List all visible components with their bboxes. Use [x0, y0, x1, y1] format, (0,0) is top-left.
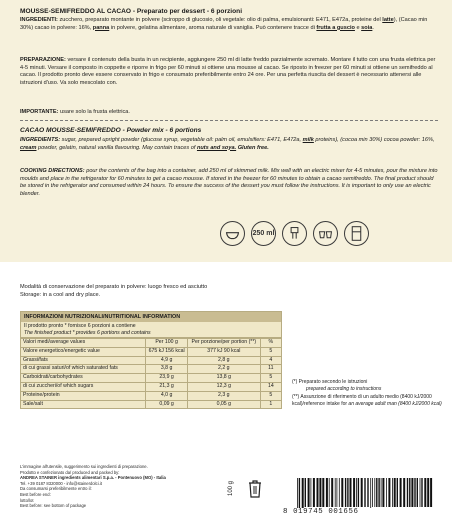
en-ing-text-a: sugar, prepared upright powder (glucose syrup, vegetable oil: palm oil, emulsifiers: E471, E472a, — [61, 137, 302, 143]
row-per100: 4,9 g — [146, 356, 188, 365]
en-title: CACAO MOUSSE-SEMIFREDDO - Powder mix - 6 portions — [20, 127, 202, 134]
note-1-en: prepared according to instructions — [306, 385, 382, 392]
footer-producer: ANDREA STAINER ingredients alimentari S.p.a. - Pontenuovo (MO) - Italia — [20, 475, 166, 481]
it-important — [20, 109, 440, 117]
row-portion: 12,3 g — [187, 382, 260, 391]
note-1-marker: (*) — [292, 379, 298, 385]
table-row — [21, 391, 281, 400]
en-ing-label: INGREDIENTS: — [20, 137, 61, 143]
table-row — [21, 400, 281, 408]
it-imp-text: usare solo la frusta elettrica. — [60, 109, 130, 115]
it-allergen-panna: panna — [92, 24, 110, 31]
it-allergen-soia: soia — [361, 24, 373, 31]
it-ingredients: INGREDIENTI: zucchero, preparato montante in polvere (sciroppo di glucosio, oli vegetale: olio di palma, emulsionanti: E471, E472a, proteine del latte), (Cacao min 30%) cacao in polvere: 16%, panna in polvere, gelatina alimentare, aroma naturale di vaniglia. Può contenere tracce di frutta a guscio e soia. — [20, 17, 428, 31]
footer-line: Best before: see bottom of package — [20, 503, 87, 509]
it-prep-text: versare il contenuto della busta in un recipiente, aggiungere 250 ml di latte freddo parzialmente scremato. Montare il tutto con una frusta elettrica per 4-5 minuti. Versare il composto in coppette e riporre in frigo per 60 minuti si ottiene una mousse al cacao. Se riposto in freezer per 60 minuti si ottiene un semifreddo al cacao. Il prodotto pronto deve essere conservato in frigo e consumato preferibilmente entro 24 ore. Per una perfetta riuscita del dessert è necessario attenersi alle istruzioni d'uso. Va solo mescolato con. — [20, 57, 436, 86]
row-label: Sale/salt — [21, 400, 146, 408]
row-ri: 5 — [260, 374, 281, 383]
row-ri: 4 — [260, 356, 281, 365]
bowl-icon — [220, 221, 245, 246]
en-dir-text: pour the contents of the bag into a container, add 250 ml of skimmed milk. Mix well with an electric mixer for 4-5 minutes, pour the mixture into moulds and place in the refrigerator for 60 minutes to get a cacao mousse. If stored in the freezer for 60 minutes to obtain a cacao semifreddo. The final product should be stored in the refrigerator and consumed within 24 hours. To ensure the success of the dessert you must follow the instructions. It is important to only use an electric blender. — [20, 168, 438, 197]
en-ingredients — [20, 137, 440, 152]
it-imp-label: IMPORTANTE: — [20, 109, 59, 115]
mixer-icon — [282, 221, 307, 246]
storage-en: Storage: in a cool and dry place. — [20, 292, 101, 298]
row-per100: 23,9 g — [146, 374, 188, 383]
en-allergen-cream: cream — [20, 144, 37, 151]
it-ing-label: INGREDIENTI: — [20, 17, 58, 23]
footer-contact: Tel. +39 0187 8320000 - info@stainerdolci.it — [20, 480, 102, 486]
250ml-milk-icon — [251, 221, 276, 246]
preparation-icons — [220, 221, 369, 246]
it-allergen-frutta: frutta a guscio — [316, 24, 355, 31]
table-row — [21, 382, 281, 391]
note-1 — [292, 379, 442, 392]
note-1-it: Preparato secondo le istruzioni — [298, 379, 368, 385]
col-ri: % — [260, 339, 281, 348]
en-allergen-nuts: nuts and soya. — [196, 144, 237, 151]
recycle-bin-icon — [247, 478, 263, 505]
it-ing-text-b: ), (Cacao min 30%) cacao in polvere: 16%, — [20, 17, 428, 31]
row-ri: 5 — [260, 347, 281, 356]
net-weight: 100 g — [228, 480, 234, 496]
row-label: Carboidrati/carbohydrates — [21, 374, 146, 383]
producer-footer — [20, 464, 170, 509]
footer-line: Prodotto e confezionato da/ produced and packed by: — [20, 469, 120, 475]
nutrition-subtitle — [21, 322, 281, 338]
note-2-marker: (**) — [292, 394, 300, 401]
row-per100: 3,8 g — [146, 365, 188, 374]
it-ing-text-a: zucchero, preparato montante in polvere (sciroppo di glucosio, oli vegetale: olio di palma, emulsionanti: E471, E472a, proteine del — [59, 17, 381, 23]
col-portion: Per porzione/per portion (**) — [187, 339, 260, 348]
col-per100: Per 100 g — [146, 339, 188, 348]
row-label: di cui grassi saturi/of which saturated fats — [21, 365, 146, 374]
storage-info — [20, 283, 320, 299]
nutrition-notes — [292, 379, 442, 407]
footer-line: Best before end: — [20, 491, 51, 497]
row-per100: 675 kJ 156 kcal — [146, 347, 188, 356]
table-row — [21, 365, 281, 374]
row-portion: 377 kJ 90 kcal — [187, 347, 260, 356]
it-ing-text-e: e — [356, 24, 360, 31]
barcode-number: 8 019745 001656 — [283, 508, 443, 516]
table-row — [21, 374, 281, 383]
row-ri: 1 — [260, 400, 281, 408]
row-label: Grassi/fats — [21, 356, 146, 365]
note-2-en: an average adult man (8400 kJ/2000 kcal) — [348, 400, 442, 407]
table-row — [21, 356, 281, 365]
row-portion: 13,8 g — [187, 374, 260, 383]
storage-it: Modalità di conservazione del preparato in polvere: luogo fresco ed asciutto — [20, 284, 208, 290]
it-preparation — [20, 57, 440, 87]
col-label: Valori medi/average values — [21, 339, 146, 348]
row-label: Valore energetico/energetic value — [21, 347, 146, 356]
milk-amount-label: 250 ml — [252, 230, 275, 237]
row-label: Proteine/protein — [21, 391, 146, 400]
nutrition-grid — [21, 338, 281, 408]
it-ing-text-c: in polvere, gelatina alimentare, aroma naturale di vaniglia. Può contenere tracce di — [110, 24, 315, 31]
row-label: di cui zuccheri/of which sugars — [21, 382, 146, 391]
it-prep-label: PREPARAZIONE: — [20, 57, 66, 63]
row-per100: 21,3 g — [146, 382, 188, 391]
en-ing-text-b: proteins), (cocoa min 30%) cocoa powder: 16%, — [315, 137, 435, 143]
row-portion: 2,2 g — [187, 365, 260, 374]
nutrition-header — [21, 312, 281, 322]
nutrition-subtitle-en: The finished product * provides 6 portions and contains — [24, 329, 151, 336]
it-title: MOUSSE-SEMIFREDDO AL CACAO - Preparato per dessert - 6 porzioni — [20, 8, 243, 15]
table-row — [21, 347, 281, 356]
row-ri: 5 — [260, 391, 281, 400]
row-ri: 11 — [260, 365, 281, 374]
footer-line: L'immagine all'utensile, suggerimento sui ingredienti di preparazione. — [20, 464, 148, 469]
fridge-icon — [344, 221, 369, 246]
en-allergen-milk: milk — [302, 137, 314, 143]
nutrition-title: INFORMAZIONI NUTRIZIONALI/NUTRITIONAL INFORMATION — [24, 314, 181, 320]
it-allergen-latte: latte — [382, 17, 394, 23]
nutrition-subtitle-it: Il prodotto pronto * fornisce 6 porzioni a contiene — [24, 323, 136, 330]
en-directions — [20, 168, 440, 198]
note-2 — [292, 394, 442, 407]
note-2-it: Assunzione di riferimento di un adulto medio (8400 kJ/2000 kcal)/reference intake for — [292, 394, 432, 407]
cups-icon — [313, 221, 338, 246]
divider — [20, 120, 438, 121]
row-ri: 14 — [260, 382, 281, 391]
en-dir-label: COOKING DIRECTIONS: — [20, 168, 85, 174]
footer-lot: lotto/lot — [20, 497, 34, 503]
en-gluten-free: Gluten free. — [237, 144, 269, 151]
nutrition-table — [20, 311, 282, 409]
footer-line: Da consumarsi preferibilmente entro il: — [20, 486, 92, 492]
row-per100: 4,0 g — [146, 391, 188, 400]
row-per100: 0,09 g — [146, 400, 188, 408]
row-portion: 2,8 g — [187, 356, 260, 365]
row-portion: 0,05 g — [187, 400, 260, 408]
row-portion: 2,3 g — [187, 391, 260, 400]
en-ing-text-c: powder, gelatin, natural vanilla flavouring. May contain traces of — [38, 144, 196, 151]
table-header-row — [21, 339, 281, 348]
